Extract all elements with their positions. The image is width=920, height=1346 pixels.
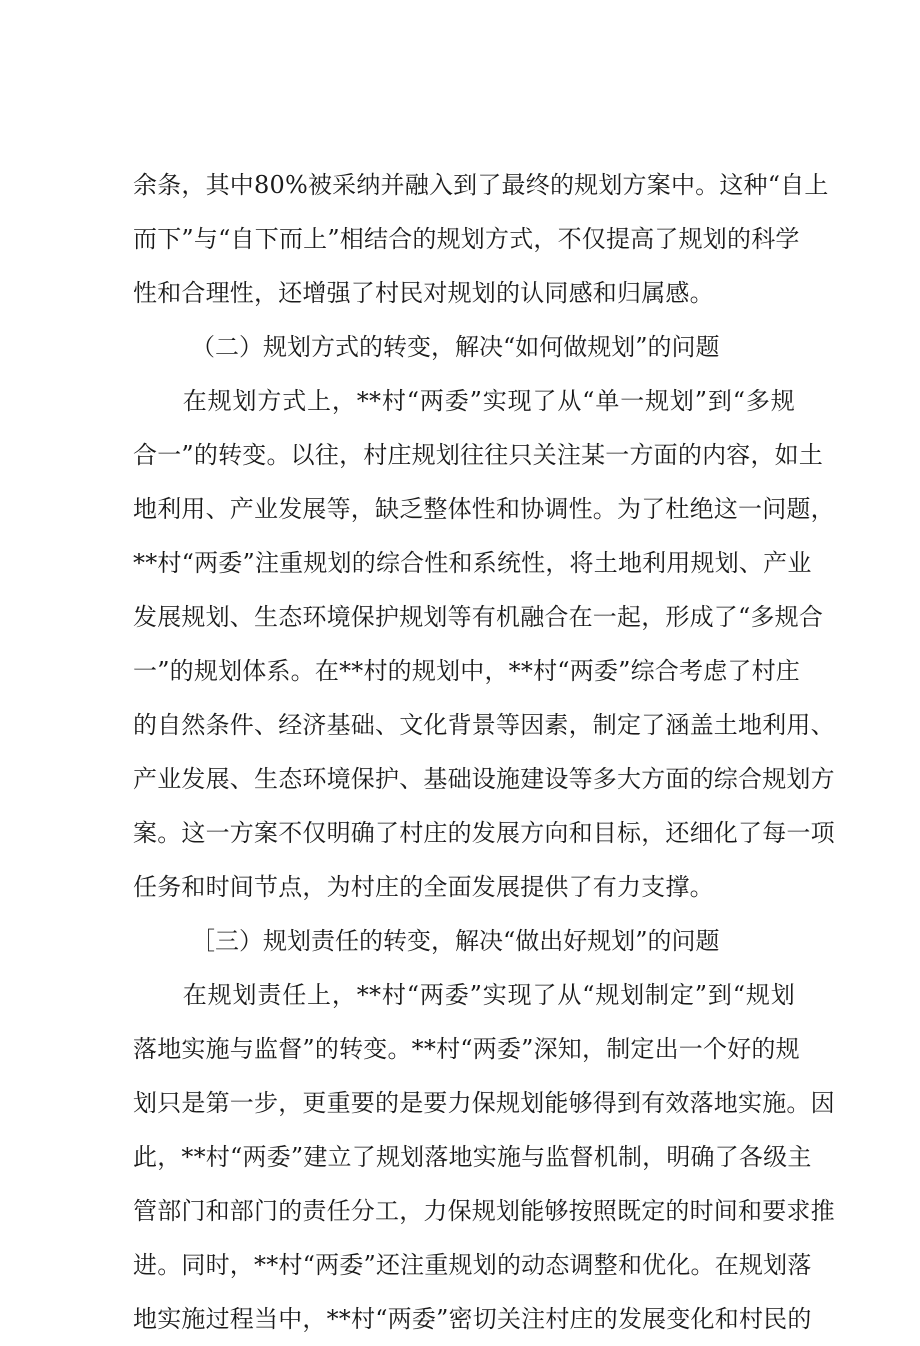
text-line: 划只是第一步，更重要的是要力保规划能够得到有效落地实施。因 (133, 1089, 835, 1117)
text-line: 余条，其中80%被采纳并融入到了最终的规划方案中。这种“自上 (133, 171, 829, 199)
text-line: 地利用、产业发展等，缺乏整体性和协调性。为了杜绝这一问题， (133, 495, 835, 523)
section-heading: （二）规划方式的转变，解决“如何做规划”的问题 (191, 333, 720, 361)
text-line: 任务和时间节点，为村庄的全面发展提供了有力支撑。 (133, 873, 714, 901)
text-line: 而下”与“自下而上”相结合的规划方式，不仅提高了规划的科学 (133, 225, 800, 253)
text-line: 此，**村“两委”建立了规划落地实施与监督机制，明确了各级主 (133, 1143, 812, 1171)
text-line: 的自然条件、经济基础、文化背景等因素，制定了涵盖土地利用、 (133, 711, 835, 739)
text-line: 管部门和部门的责任分工，力保规划能够按照既定的时间和要求推 (133, 1197, 835, 1225)
text-line: 性和合理性，还增强了村民对规划的认同感和归属感。 (133, 279, 714, 307)
text-line: 地实施过程当中，**村“两委”密切关注村庄的发展变化和村民的 (133, 1305, 812, 1333)
text-line: 进。同时，**村“两委”还注重规划的动态调整和优化。在规划落 (133, 1251, 812, 1279)
text-line: 在规划责任上，**村“两委”实现了从“规划制定”到“规划 (133, 981, 795, 1009)
text-line: 在规划方式上，**村“两委”实现了从“单一规划”到“多规 (133, 387, 795, 415)
paragraph (133, 158, 829, 320)
paragraph (133, 968, 835, 1346)
text-line: 产业发展、生态环境保护、基础设施建设等多大方面的综合规划方 (133, 765, 835, 793)
text-line: 案。这一方案不仅明确了村庄的发展方向和目标，还细化了每一项 (133, 819, 835, 847)
text-line: 发展规划、生态环境保护规划等有机融合在一起，形成了“多规合 (133, 603, 824, 631)
document-body (133, 158, 835, 1346)
text-line: **村“两委”注重规划的综合性和系统性，将土地利用规划、产业 (133, 549, 812, 577)
text-line: 合一”的转变。以往，村庄规划往往只关注某一方面的内容，如土 (133, 441, 824, 469)
text-line: 落地实施与监督”的转变。**村“两委”深知，制定出一个好的规 (133, 1035, 800, 1063)
paragraph (133, 374, 835, 914)
section-heading: ［三）规划责任的转变，解决“做出好规划”的问题 (191, 927, 720, 955)
text-line: 一”的规划体系。在**村的规划中，**村“两委”综合考虑了村庄 (133, 657, 801, 685)
